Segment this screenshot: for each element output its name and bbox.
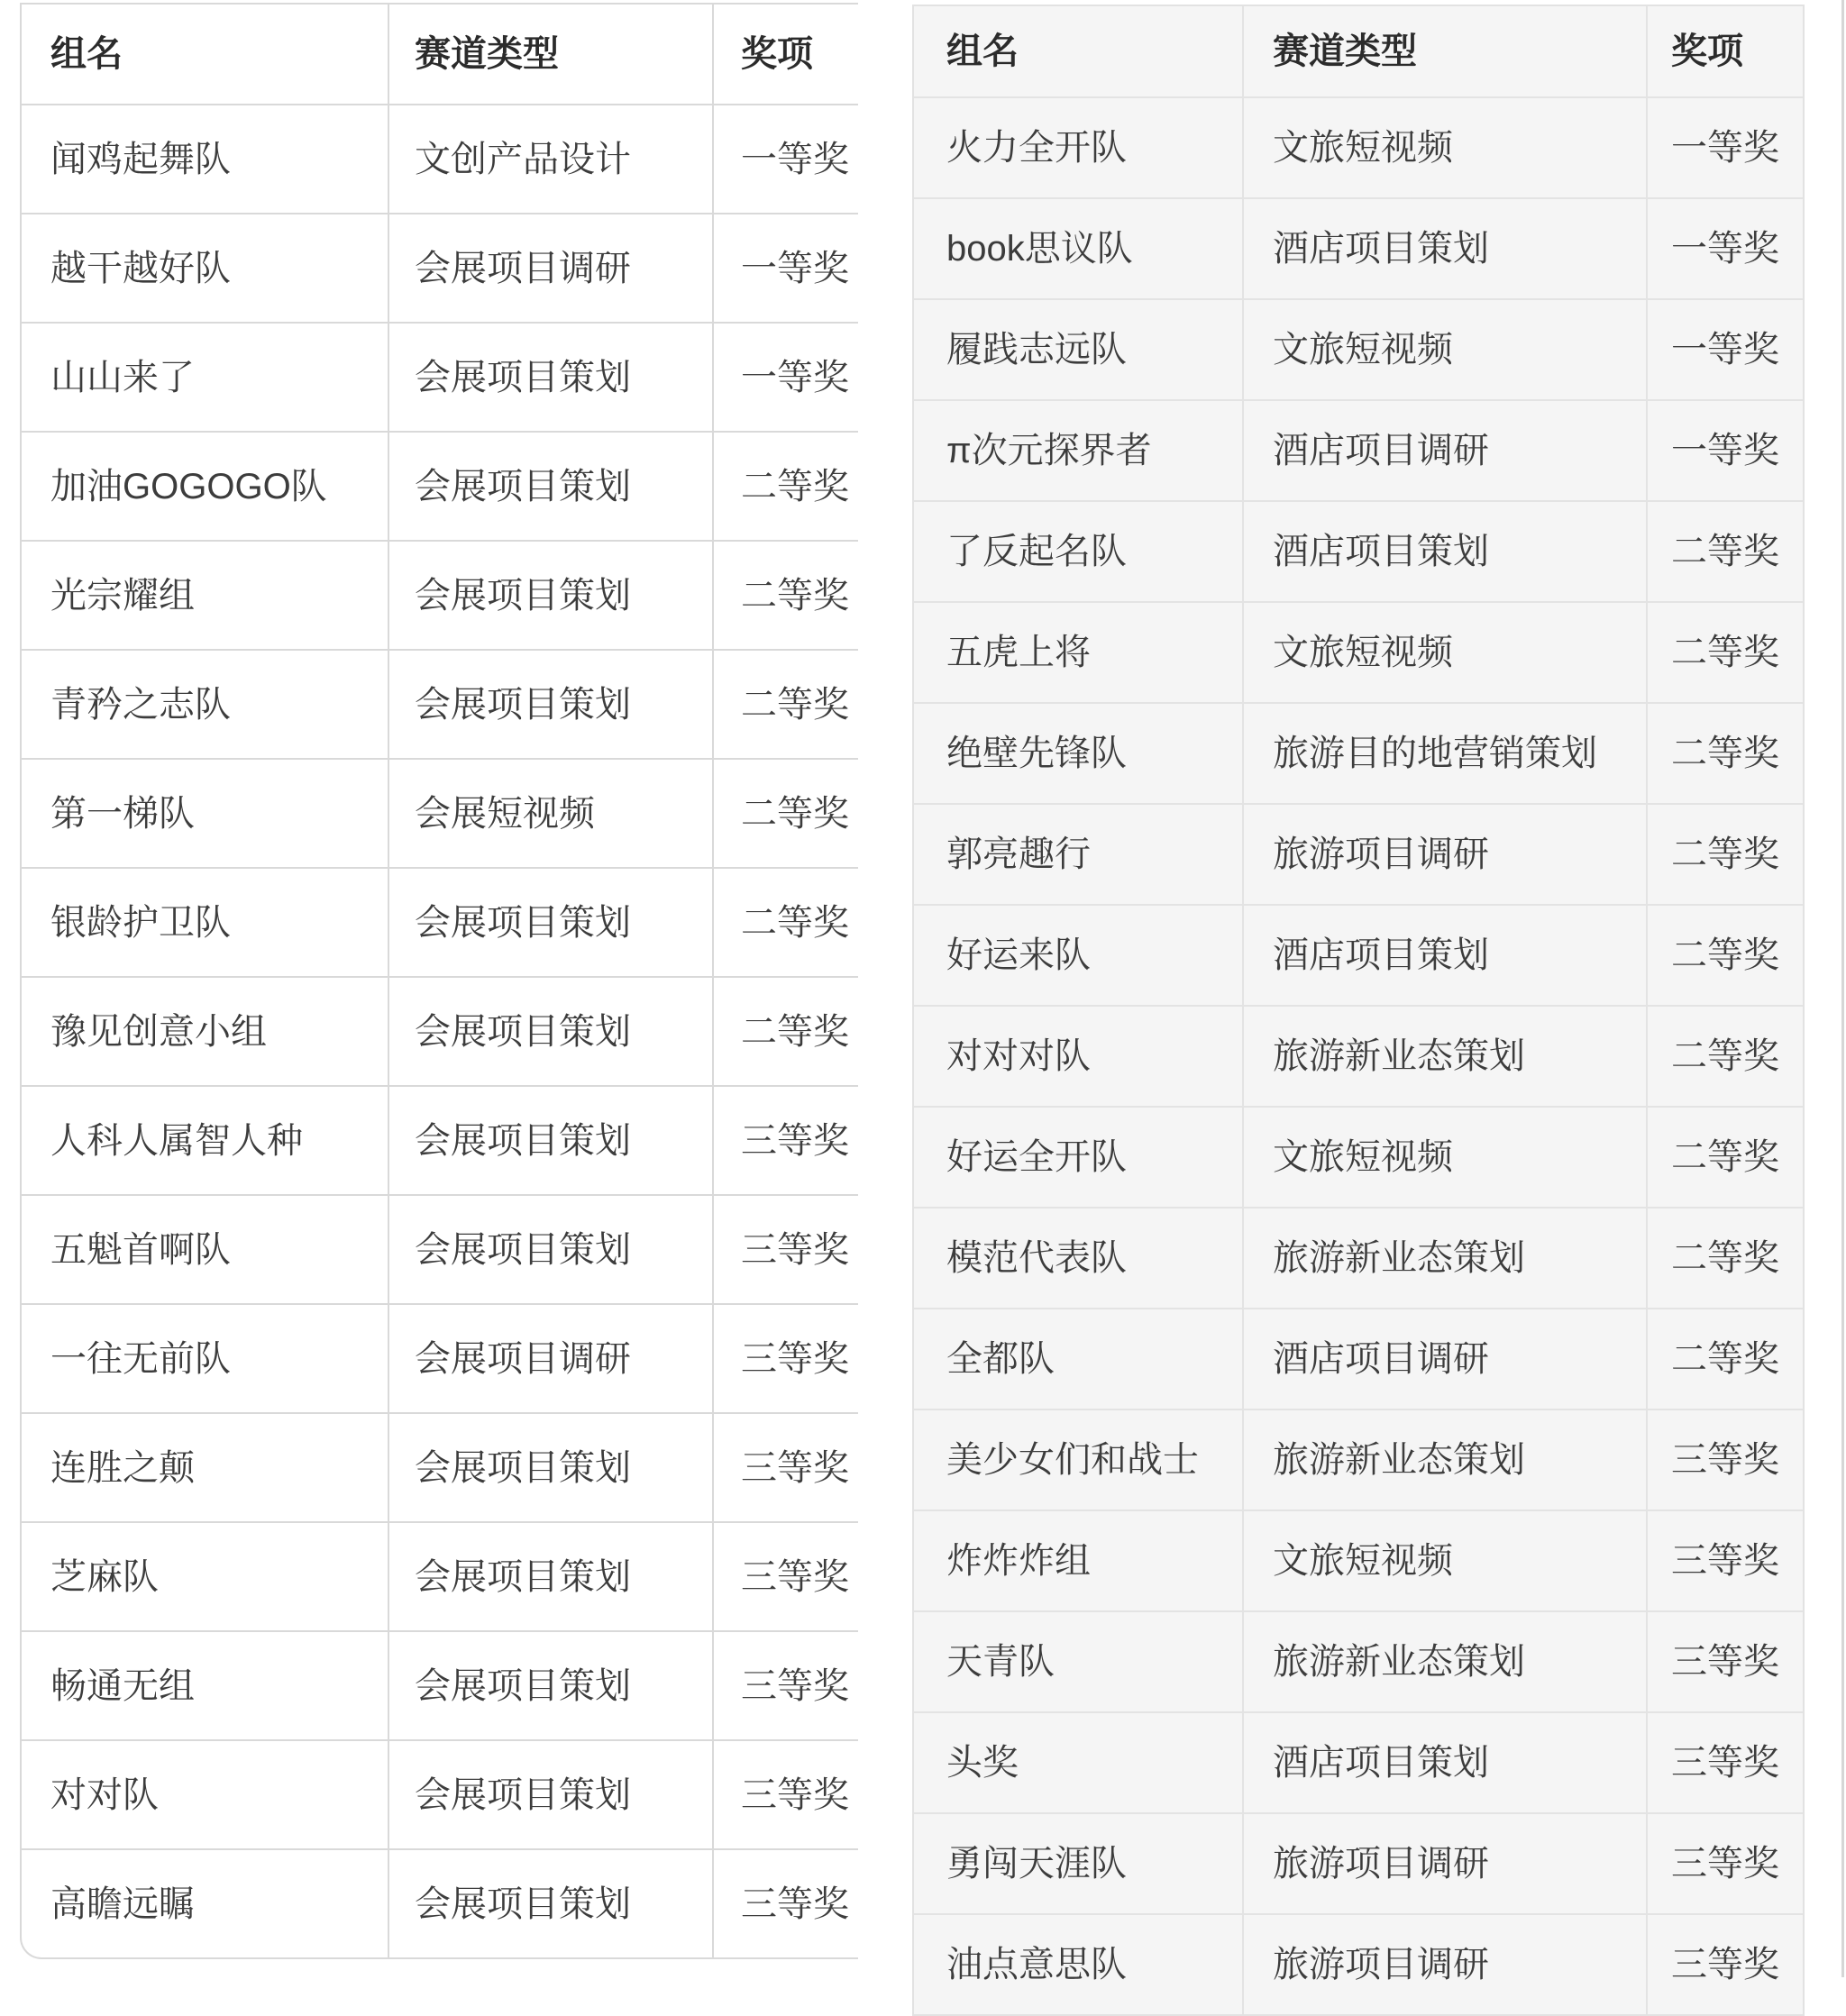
cell-track-type: 会展项目调研 [389, 1305, 714, 1412]
cell-group-name: 了反起名队 [914, 502, 1244, 601]
table-row [914, 1409, 1803, 1510]
left-award-table [20, 3, 858, 1959]
cell-group-name: π次元探界者 [914, 401, 1244, 500]
table-row [914, 1106, 1803, 1207]
cell-group-name: 天青队 [914, 1612, 1244, 1711]
cell-award: 二等奖 [1671, 1238, 1779, 1278]
table-row [914, 601, 1803, 702]
cell-track-type: 酒店项目调研 [1244, 401, 1648, 500]
cell-track-type: 文创产品设计 [389, 105, 714, 213]
cell-award: 一等奖 [1671, 431, 1779, 470]
table-row [914, 399, 1803, 500]
cell-group-name: 五魁首啊队 [22, 1196, 389, 1303]
table-row [22, 1521, 858, 1630]
cell-group-name: 郭亮趣行 [914, 805, 1244, 904]
cell-award: 二等奖 [1671, 633, 1779, 672]
cell-group-name: 火力全开队 [914, 98, 1244, 197]
cell-award: 二等奖 [741, 793, 849, 834]
table-row [22, 976, 858, 1085]
cell-award: 一等奖 [1671, 128, 1779, 168]
table-row [914, 1510, 1803, 1610]
cell-group-name: 模范代表队 [914, 1209, 1244, 1308]
cell-track-type: 会展项目策划 [389, 651, 714, 758]
cell-award: 二等奖 [1671, 1036, 1779, 1076]
cell-award: 三等奖 [741, 1556, 849, 1597]
cell-track-type: 酒店项目调研 [1244, 1309, 1648, 1409]
cell-group-name: 一往无前队 [22, 1305, 389, 1412]
right-award-table [912, 5, 1805, 2016]
cell-award: 三等奖 [741, 1229, 849, 1270]
table-row [22, 322, 858, 431]
cell-group-name: 闻鸡起舞队 [22, 105, 389, 213]
cell-group-name: 银龄护卫队 [22, 869, 389, 976]
cell-track-type: 旅游项目调研 [1244, 805, 1648, 904]
cell-track-type: 旅游新业态策划 [1244, 1410, 1648, 1510]
cell-award: 一等奖 [741, 139, 849, 179]
cell-track-type: 文旅短视频 [1244, 1108, 1648, 1207]
cell-group-name: 加油GOGOGO队 [22, 433, 389, 540]
right-column-header-group-name: 组名 [914, 6, 1244, 96]
cell-track-type: 文旅短视频 [1244, 603, 1648, 702]
cell-award: 一等奖 [1671, 330, 1779, 369]
table-row [22, 540, 858, 649]
cell-track-type: 会展项目策划 [389, 869, 714, 976]
cell-track-type: 旅游目的地营销策划 [1244, 704, 1648, 803]
table-row [914, 1207, 1803, 1308]
right-column-header-award: 奖项 [1671, 32, 1743, 71]
cell-track-type: 会展项目策划 [389, 1196, 714, 1303]
left-column-header-award: 奖项 [741, 34, 813, 74]
table-row [914, 500, 1803, 601]
cell-group-name: 履践志远队 [914, 300, 1244, 399]
cell-track-type: 会展项目策划 [389, 1087, 714, 1194]
cell-group-name: 人科人属智人种 [22, 1087, 389, 1194]
table-row [22, 431, 858, 540]
table-row [914, 197, 1803, 298]
cell-track-type: 酒店项目策划 [1244, 906, 1648, 1005]
table-row [914, 298, 1803, 399]
cell-track-type: 酒店项目策划 [1244, 1713, 1648, 1812]
table-row [914, 904, 1803, 1005]
cell-award: 一等奖 [741, 357, 849, 397]
cell-track-type: 会展项目策划 [389, 542, 714, 649]
table-row [22, 758, 858, 867]
cell-track-type: 会展项目策划 [389, 1850, 714, 1957]
cell-track-type: 会展项目调研 [389, 214, 714, 322]
table-row [914, 1308, 1803, 1409]
cell-track-type: 酒店项目策划 [1244, 502, 1648, 601]
cell-award: 二等奖 [1671, 1339, 1779, 1379]
cell-award: 二等奖 [1671, 532, 1779, 571]
table-row [914, 1812, 1803, 1913]
cell-group-name: 头奖 [914, 1713, 1244, 1812]
cell-award: 三等奖 [1671, 1440, 1779, 1480]
cell-track-type: 会展短视频 [389, 760, 714, 867]
cell-group-name: 第一梯队 [22, 760, 389, 867]
table-row [22, 1194, 858, 1303]
cell-award: 一等奖 [741, 248, 849, 288]
table-row [22, 1303, 858, 1412]
table-row [914, 96, 1803, 197]
cell-group-name: 油点意思队 [914, 1915, 1244, 2014]
left-column-header-track-type: 赛道类型 [389, 5, 714, 104]
cell-group-name: 光宗耀组 [22, 542, 389, 649]
cell-award: 三等奖 [741, 1884, 849, 1924]
table-row [914, 1913, 1803, 2014]
cell-track-type: 文旅短视频 [1244, 1511, 1648, 1610]
cell-track-type: 会展项目策划 [389, 1632, 714, 1739]
cell-group-name: 好运来队 [914, 906, 1244, 1005]
left-table-header-row [22, 5, 858, 104]
cell-track-type: 文旅短视频 [1244, 98, 1648, 197]
page-right-border-line [1841, 0, 1844, 1977]
cell-award: 三等奖 [741, 1338, 849, 1379]
cell-group-name: 畅通无组 [22, 1632, 389, 1739]
cell-track-type: 文旅短视频 [1244, 300, 1648, 399]
cell-track-type: 旅游项目调研 [1244, 1915, 1648, 2014]
cell-award: 三等奖 [741, 1447, 849, 1488]
cell-award: 三等奖 [1671, 1541, 1779, 1581]
right-table-body [914, 96, 1803, 2014]
left-column-header-group-name: 组名 [22, 5, 389, 104]
cell-group-name: 连胜之颠 [22, 1414, 389, 1521]
cell-award: 二等奖 [741, 1011, 849, 1052]
table-row [22, 1630, 858, 1739]
left-table-body [22, 104, 858, 1957]
cell-group-name: 越干越好队 [22, 214, 389, 322]
right-table-header-row [914, 6, 1803, 96]
table-row [914, 1610, 1803, 1711]
table-row [914, 1711, 1803, 1812]
cell-award: 一等奖 [1671, 229, 1779, 269]
cell-award: 三等奖 [741, 1120, 849, 1161]
cell-award: 二等奖 [741, 575, 849, 616]
cell-group-name: 青矜之志队 [22, 651, 389, 758]
cell-award: 三等奖 [741, 1774, 849, 1815]
table-row [22, 1085, 858, 1194]
cell-track-type: 酒店项目策划 [1244, 199, 1648, 298]
cell-group-name: 勇闯天涯队 [914, 1814, 1244, 1913]
cell-award: 三等奖 [1671, 1642, 1779, 1682]
cell-award: 二等奖 [741, 466, 849, 506]
cell-group-name: 炸炸炸组 [914, 1511, 1244, 1610]
table-row [914, 702, 1803, 803]
cell-track-type: 会展项目策划 [389, 1523, 714, 1630]
cell-group-name: 五虎上将 [914, 603, 1244, 702]
cell-award: 三等奖 [1671, 1844, 1779, 1884]
cell-group-name: 美少女们和战士 [914, 1410, 1244, 1510]
cell-track-type: 会展项目策划 [389, 433, 714, 540]
table-row [914, 803, 1803, 904]
cell-award: 二等奖 [1671, 734, 1779, 773]
cell-track-type: 旅游新业态策划 [1244, 1209, 1648, 1308]
cell-group-name: 全都队 [914, 1309, 1244, 1409]
cell-award: 二等奖 [1671, 935, 1779, 975]
cell-track-type: 旅游新业态策划 [1244, 1612, 1648, 1711]
cell-award: 二等奖 [1671, 1137, 1779, 1177]
table-row [22, 1739, 858, 1848]
cell-track-type: 会展项目策划 [389, 1741, 714, 1848]
cell-award: 二等奖 [1671, 835, 1779, 874]
cell-award: 三等奖 [1671, 1945, 1779, 1984]
cell-award: 三等奖 [1671, 1743, 1779, 1783]
cell-group-name: 绝壁先锋队 [914, 704, 1244, 803]
cell-track-type: 会展项目策划 [389, 1414, 714, 1521]
cell-award: 三等奖 [741, 1665, 849, 1706]
cell-group-name: 豫见创意小组 [22, 978, 389, 1085]
cell-group-name: 高瞻远瞩 [22, 1850, 389, 1957]
cell-group-name: 山山来了 [22, 324, 389, 431]
cell-group-name: book思议队 [914, 199, 1244, 298]
table-row [22, 649, 858, 758]
cell-track-type: 旅游项目调研 [1244, 1814, 1648, 1913]
cell-award: 二等奖 [741, 902, 849, 943]
cell-award: 二等奖 [741, 684, 849, 725]
table-row [914, 1005, 1803, 1106]
table-row [22, 104, 858, 213]
right-column-header-track-type: 赛道类型 [1244, 6, 1648, 96]
cell-group-name: 好运全开队 [914, 1108, 1244, 1207]
cell-group-name: 芝麻队 [22, 1523, 389, 1630]
cell-group-name: 对对队 [22, 1741, 389, 1848]
table-row [22, 867, 858, 976]
table-row [22, 213, 858, 322]
cell-group-name: 对对对队 [914, 1007, 1244, 1106]
table-row [22, 1848, 858, 1957]
cell-track-type: 会展项目策划 [389, 978, 714, 1085]
cell-track-type: 会展项目策划 [389, 324, 714, 431]
cell-track-type: 旅游新业态策划 [1244, 1007, 1648, 1106]
table-row [22, 1412, 858, 1521]
